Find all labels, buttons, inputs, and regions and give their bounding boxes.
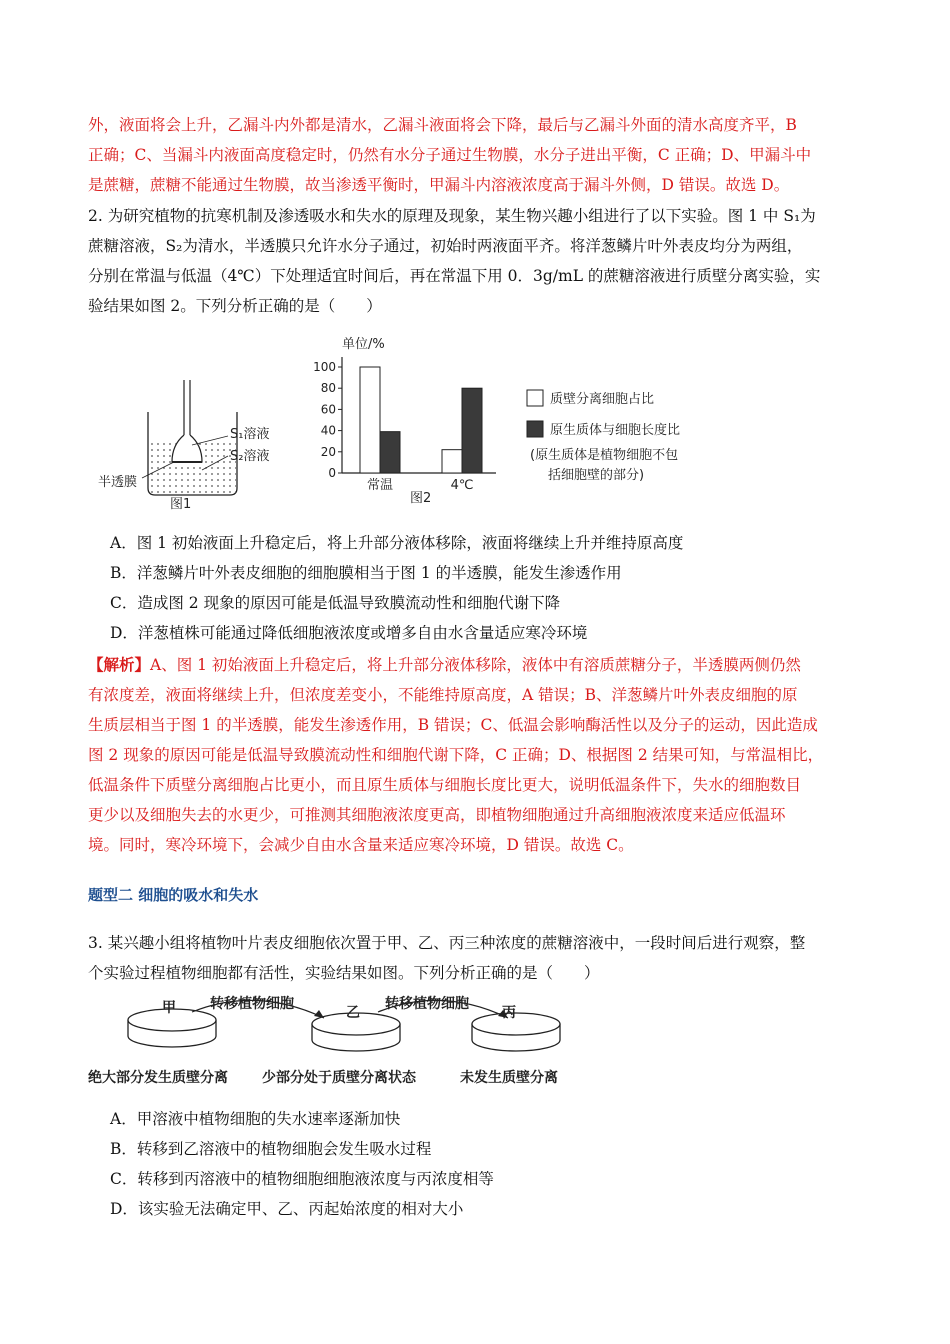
option-a[interactable]: A．甲溶液中植物细胞的失水速率逐渐加快	[110, 1110, 401, 1128]
analysis-line: 图 2 现象的原因可能是低温导致膜流动性和细胞代谢下降，C 正确；D、根据图 2 结果可知，与常温相比，	[88, 746, 824, 764]
legend-note-line2: 括细胞壁的部分)	[548, 468, 645, 483]
figure-2-caption: 图2	[410, 491, 432, 506]
label-membrane: 半透膜	[98, 475, 138, 490]
x-category-label: 常温	[366, 478, 394, 493]
chart-unit-label: 单位/%	[342, 337, 385, 352]
y-tick-label: 100	[313, 360, 336, 374]
bar-protoplast-length-ratio	[462, 388, 482, 473]
figure-1-osmometer	[90, 370, 290, 515]
state-yi: 少部分处于质壁分离状态	[262, 1070, 416, 1086]
legend-dark-label: 原生质体与细胞长度比	[550, 423, 681, 438]
question-3-options	[88, 1104, 868, 1224]
legend-swatch-white	[527, 390, 543, 406]
stem-line: 蔗糖溶液，S₂为清水，半透膜只允许水分子通过，初始时两液面平齐。将洋葱鳞片叶外表皮均分为两组，	[88, 237, 803, 255]
legend-note-line1: (原生质体是植物细胞不包	[530, 448, 679, 463]
y-tick-label: 20	[320, 444, 336, 459]
label-s2: S₂溶液	[230, 449, 270, 464]
label-s1: S₁溶液	[230, 427, 270, 442]
option-d[interactable]: D．洋葱植株可能通过降低细胞液浓度或增多自由水含量适应寒冷环境	[110, 624, 588, 642]
explanation-line: 是蔗糖，蔗糖不能通过生物膜，故当渗透平衡时，甲漏斗内溶液浓度高于漏斗外侧，D 错误。故选 D。	[88, 176, 790, 194]
question-3-diagram	[88, 990, 588, 1095]
section-title	[88, 884, 258, 905]
figure-2-bar-chart	[300, 332, 720, 517]
explanation-line: 正确；C、当漏斗内液面高度稳定时，仍然有水分子通过生物膜，水分子进出平衡，C 正确；D、甲漏斗中	[88, 146, 812, 164]
analysis-line: 境。同时，寒冷环境下，会减少自由水含量来适应寒冷环境，D 错误。故选 C。	[88, 836, 634, 854]
dish-bing	[472, 1013, 560, 1051]
analysis-line: 生质层相当于图 1 的半透膜，能发生渗透作用，B 错误；C、低温会影响酶活性以及分子的运动，因此造成	[88, 716, 818, 734]
chart-bars	[360, 367, 482, 473]
question-2-stem	[88, 201, 868, 321]
stem-line: 分别在常温与低温（4℃）下处理适宜时间后，再在常温下用 0．3g/mL 的蔗糖溶液进行质壁分离实验，实	[88, 267, 821, 285]
option-c[interactable]: C．造成图 2 现象的原因可能是低温导致膜流动性和细胞代谢下降	[110, 594, 561, 612]
stem-line: 验结果如图 2。下列分析正确的是（ ）	[88, 297, 382, 315]
analysis-line: 有浓度差，液面将继续上升，但浓度差变小，不能维持原高度，A 错误；B、洋葱鳞片叶外表皮细胞的原	[88, 686, 798, 704]
stem-line: 2. 为研究植物的抗寒机制及渗透吸水和失水的原理及现象，某生物兴趣小组进行了以下实验。图 1 中 S₁为	[88, 207, 816, 225]
figure-1-caption: 图1	[170, 497, 192, 512]
analysis-line: 低温条件下质壁分离细胞占比更小，而且原生质体与细胞长度比更大，说明低温条件下，失水的细胞数目	[88, 776, 802, 794]
y-tick-label: 0	[328, 466, 336, 480]
bar-plasmolysis-ratio	[360, 367, 380, 473]
analysis-line: A、图 1 初始液面上升稳定后，将上升部分液体移除，液体中有溶质蔗糖分子，半透膜两侧仍然	[150, 656, 801, 674]
question-2-options	[88, 528, 868, 648]
explanation-line: 外，液面将会上升，乙漏斗内外都是清水，乙漏斗液面将会下降，最后与乙漏斗外面的清水高度齐平，B	[88, 116, 797, 134]
label-yi: 乙	[346, 1005, 360, 1021]
state-jia: 绝大部分发生质壁分离	[88, 1070, 228, 1086]
transfer-label-2: 转移植物细胞	[385, 996, 469, 1012]
question-2-analysis	[88, 650, 868, 860]
option-d[interactable]: D．该实验无法确定甲、乙、丙起始浓度的相对大小	[110, 1200, 464, 1218]
option-c[interactable]: C．转移到丙溶液中的植物细胞细胞液浓度与丙浓度相等	[110, 1170, 494, 1188]
analysis-tag: 【解析】	[88, 655, 151, 674]
y-tick-label: 80	[320, 381, 336, 396]
state-bing: 未发生质壁分离	[460, 1070, 558, 1086]
analysis-line: 更少以及细胞失去的水更少，可推测其细胞液浓度更高，即植物细胞通过升高细胞液浓度来适应低温环	[88, 806, 786, 824]
previous-explanation	[88, 110, 868, 200]
y-tick-label: 40	[320, 423, 336, 438]
option-b[interactable]: B．洋葱鳞片叶外表皮细胞的细胞膜相当于图 1 的半透膜，能发生渗透作用	[110, 564, 622, 582]
stem-line: 3. 某兴趣小组将植物叶片表皮细胞依次置于甲、乙、丙三种浓度的蔗糖溶液中，一段时间后进行观察，整	[88, 934, 806, 952]
option-a[interactable]: A．图 1 初始液面上升稳定后，将上升部分液体移除，液面将继续上升并维持原高度	[110, 534, 684, 552]
x-category-label: 4℃	[450, 478, 474, 493]
transfer-label-1: 转移植物细胞	[210, 996, 294, 1012]
bar-protoplast-length-ratio	[380, 432, 400, 473]
label-bing: 丙	[502, 1005, 516, 1021]
section-title-text: 题型二 细胞的吸水和失水	[88, 886, 259, 904]
legend-white-label: 质壁分离细胞占比	[550, 392, 655, 407]
question-3-stem	[88, 928, 868, 988]
option-b[interactable]: B．转移到乙溶液中的植物细胞会发生吸水过程	[110, 1140, 432, 1158]
label-jia: 甲	[162, 1000, 176, 1016]
legend-swatch-dark	[527, 421, 543, 437]
bar-plasmolysis-ratio	[442, 450, 462, 473]
y-tick-label: 60	[320, 402, 336, 417]
stem-line: 个实验过程植物细胞都有活性，实验结果如图。下列分析正确的是（ ）	[88, 964, 600, 982]
